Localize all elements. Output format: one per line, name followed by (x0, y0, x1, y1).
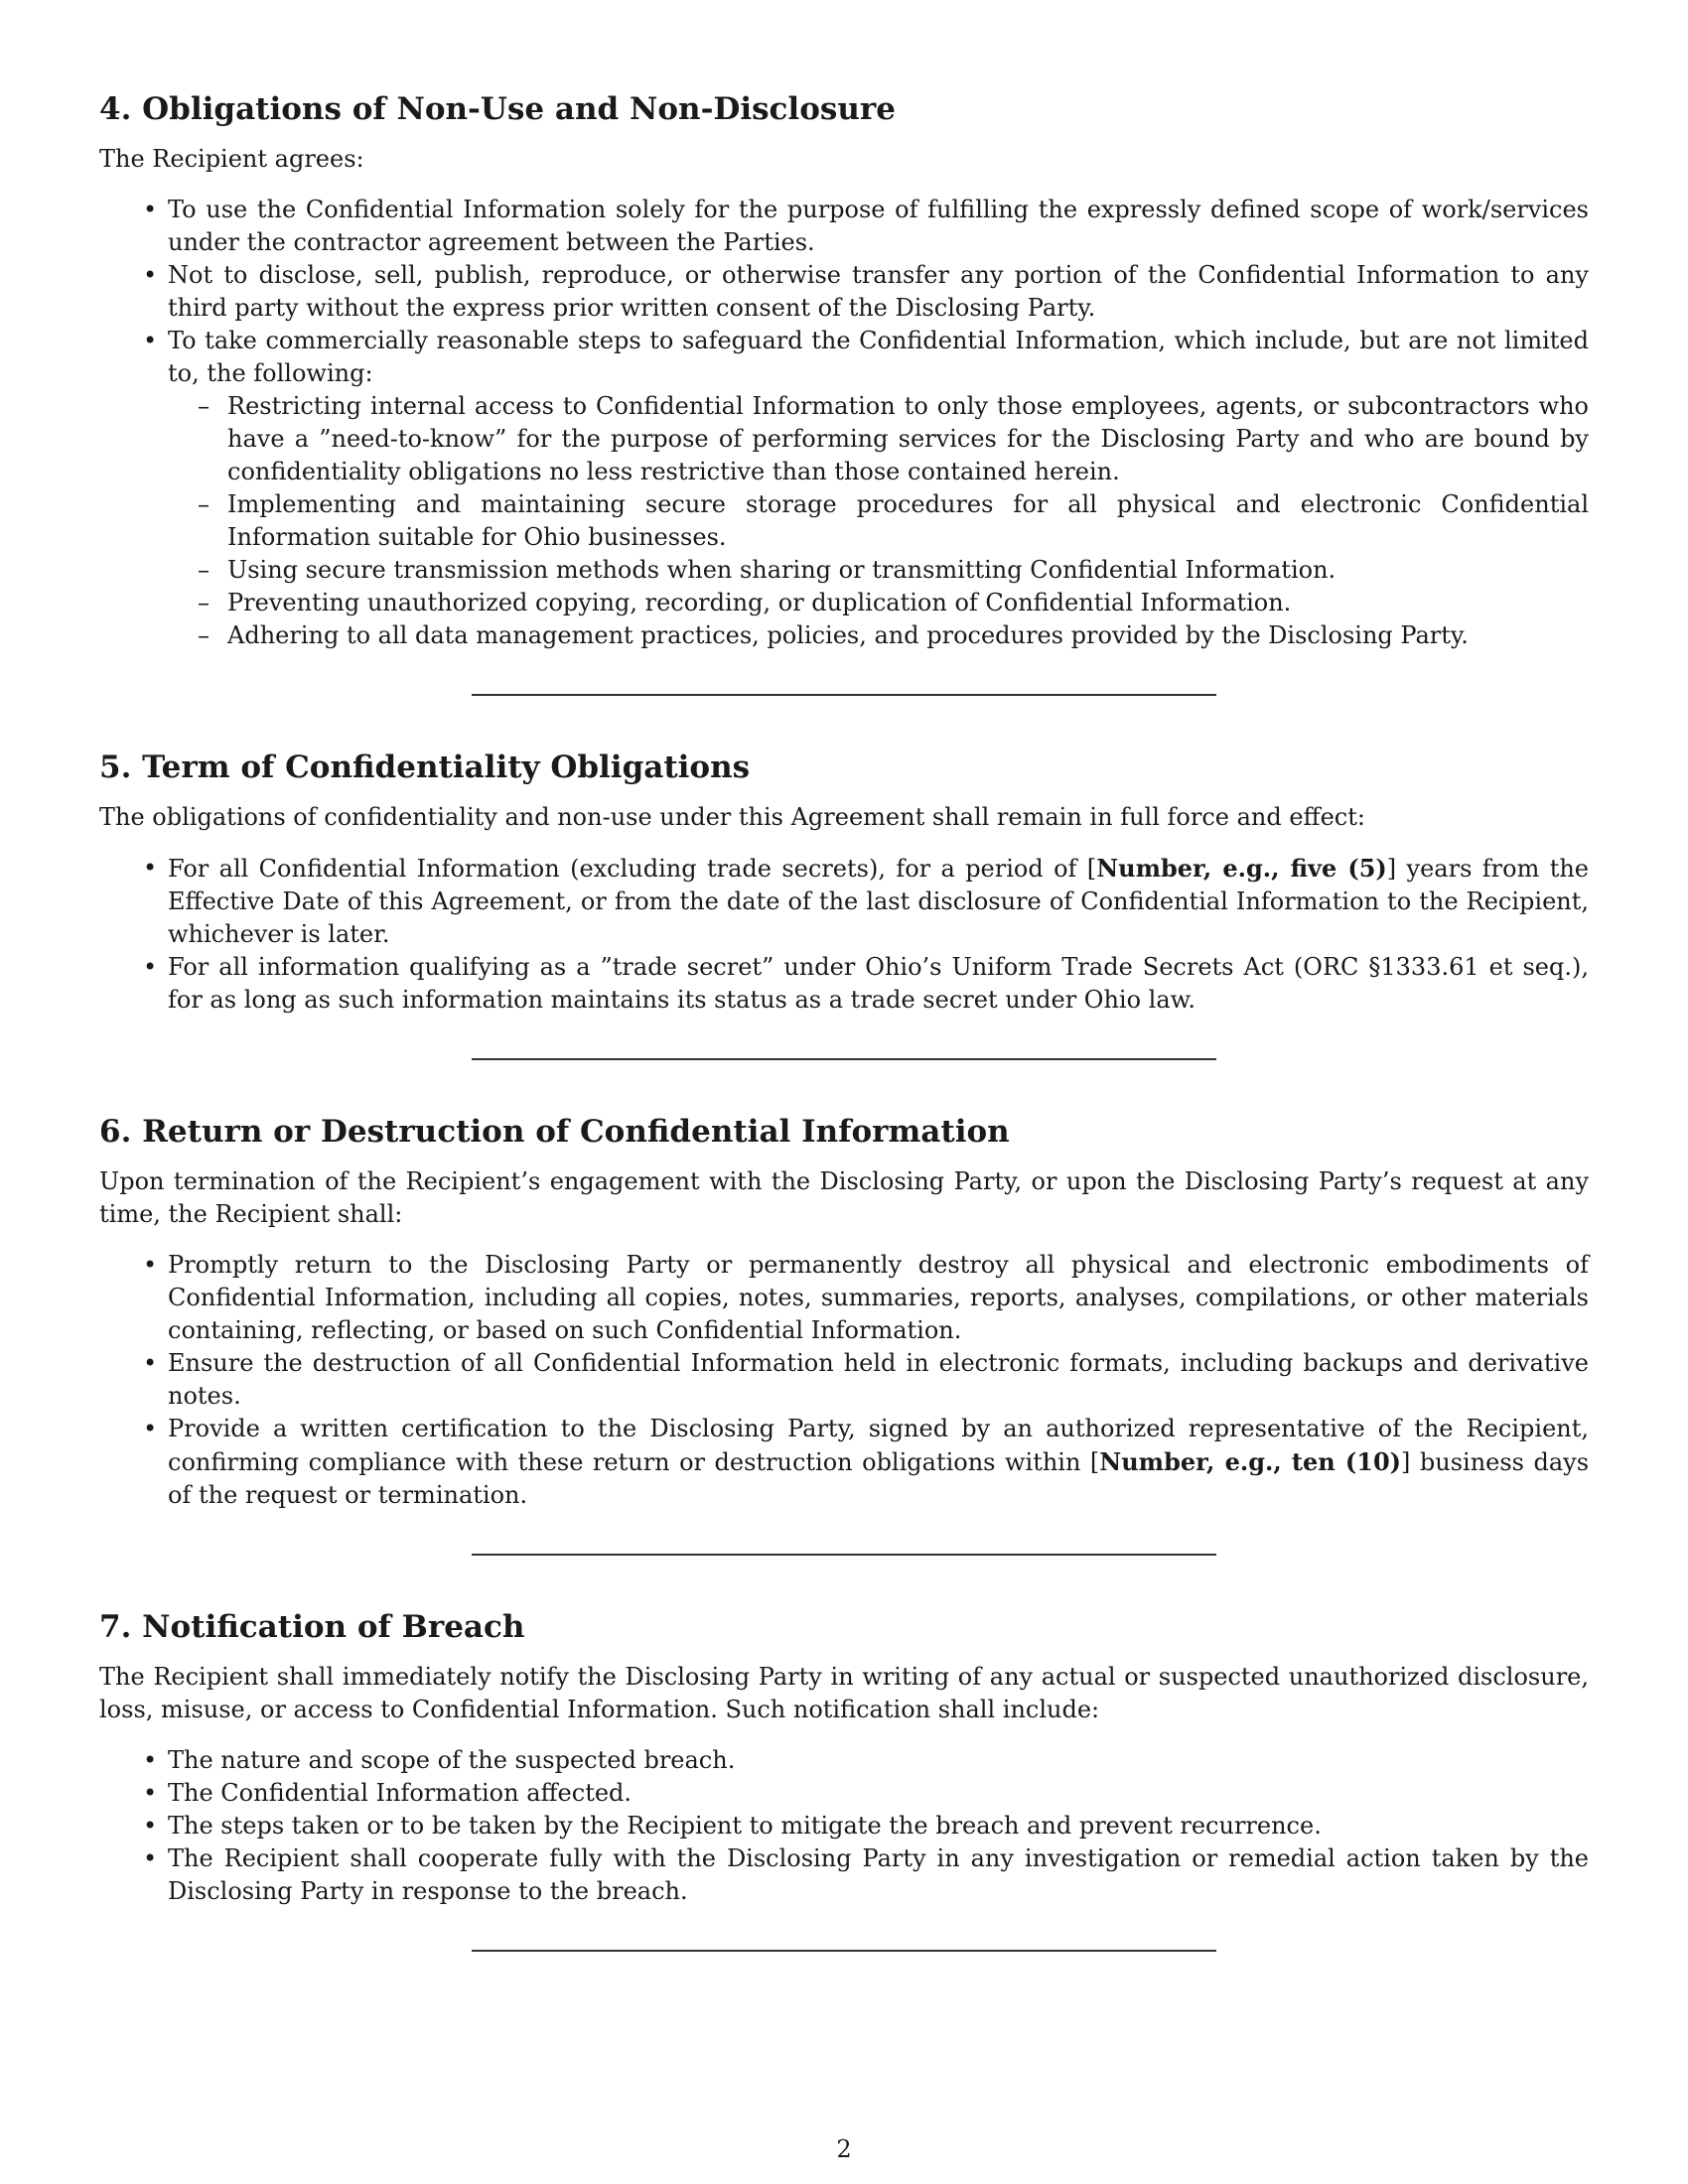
sub-list-item: – Preventing unauthorized copying, recording, or duplication of Confidential Information. (168, 587, 1589, 619)
bullet-list (99, 194, 1589, 652)
section-7 (99, 1607, 1589, 1952)
bullet-icon: • (143, 953, 158, 981)
bullet-list (99, 852, 1589, 1017)
sub-bullet-list (168, 390, 1589, 652)
bullet-icon: • (143, 1349, 158, 1377)
section-5 (99, 748, 1589, 1060)
document-page (99, 89, 1589, 1952)
dash-icon: – (198, 392, 210, 420)
bullet-icon: • (143, 1844, 158, 1872)
list-item: • For all information qualifying as a ”trade secret” under Ohio’s Uniform Trade Secrets Act (ORC §1333.61 et seq.), for as long as such information maintains its status as a trade secret under Ohio law. (143, 953, 1589, 1014)
sub-list-item: – Restricting internal access to Confidential Information to only those employees, agents, or subcontractors who have a ”need-to-know” for the purpose of performing services for the Disclosing Party and who are bound by confidentiality obligations no less restrictive than those contained herein. (198, 392, 1589, 485)
section-4 (99, 89, 1589, 696)
section-title: 6. Return or Destruction of Confidential Information (99, 1114, 1010, 1150)
section-title: 7. Notification of Breach (99, 1609, 525, 1645)
bullet-icon: • (143, 261, 158, 289)
bullet-list (99, 1249, 1589, 1512)
list-item: • Not to disclose, sell, publish, reproduce, or otherwise transfer any portion of the Confidential Information to any third party without the express prior written consent of the Disclosing Party. (143, 261, 1589, 322)
placeholder-days: Number, e.g., ten (10) (1099, 1447, 1402, 1476)
dash-icon: – (198, 556, 210, 584)
sub-list-item: – Adhering to all data management practices, policies, and procedures provided by the Disclosing Party. (168, 619, 1589, 652)
bullet-icon: • (143, 1251, 158, 1279)
bullet-icon: • (143, 1779, 158, 1807)
sub-list-item: – Using secure transmission methods when sharing or transmitting Confidential Information. (168, 554, 1589, 587)
section-title: 5. Term of Confidentiality Obligations (99, 750, 751, 785)
placeholder-term: Number, e.g., five (5) (1096, 854, 1387, 883)
list-item: • To use the Confidential Information solely for the purpose of fulfilling the expressly defined scope of work/services under the contractor agreement between the Parties. (143, 196, 1589, 256)
list-item: • The Recipient shall cooperate fully with the Disclosing Party in any investigation or remedial action taken by the Disclosing Party in response to the breach. (143, 1844, 1589, 1905)
section-intro: Upon termination of the Recipient’s engagement with the Disclosing Party, or upon the Disclosing Party’s request at any time, the Recipient shall: (99, 1167, 1589, 1228)
bullet-icon: • (143, 327, 158, 354)
dash-icon: – (198, 621, 210, 649)
list-item: • To take commercially reasonable steps to safeguard the Confidential Information, which include, but are not limited to, the following: – Restricting internal access to Confidential Information to only those employees, agents, or subcontractors who have a ”need-to-know” for the purpose of performing services for the Disclosing Party and who are bound by confidentiality obligations no less restrictive than those contained herein. – Implementing and maintaining secure storage procedures for all physical and electronic Confidential Information suitable for Ohio businesses. – Using secure transmission methods when sharing or transmitting Confidential Information. – Preventing unauthorized copying, recording, or duplication of Confidential Information. – Adhering to all data management practices, policies, and procedures provided by the Disclosing Party. (99, 325, 1589, 652)
bullet-icon: • (143, 1812, 158, 1840)
list-item: • Provide a written certification to the Disclosing Party, signed by an authorized representative of the Recipient, confirming compliance with these return or destruction obligations within [Number, e.g., ten (10)] business days of the request or termination. (143, 1415, 1590, 1509)
list-item: • The nature and scope of the suspected breach. (99, 1744, 1589, 1777)
section-6 (99, 1112, 1589, 1556)
bullet-list (99, 1744, 1589, 1908)
list-item: • Promptly return to the Disclosing Party or permanently destroy all physical and electronic embodiments of Confidential Information, including all copies, notes, summaries, reports, analyses, compilations, or other materials containing, reflecting, or based on such Confidential Information. (143, 1251, 1589, 1344)
dash-icon: – (198, 490, 210, 518)
list-item: • The steps taken or to be taken by the Recipient to mitigate the breach and prevent recurrence. (99, 1810, 1589, 1843)
section-intro: The obligations of confidentiality and non-use under this Agreement shall remain in full force and effect: (99, 803, 1365, 831)
bullet-icon: • (143, 196, 158, 223)
bullet-icon: • (143, 1415, 158, 1442)
section-title: 4. Obligations of Non-Use and Non-Disclosure (99, 91, 896, 127)
section-divider (472, 1950, 1216, 1952)
bullet-icon: • (143, 1746, 158, 1774)
list-item: • For all Confidential Information (excluding trade secrets), for a period of [Number, e.g., five (5)] years from the Effective Date of this Agreement, or from the date of the last disclosure of Confidential Information to the Recipient, whichever is later. (143, 854, 1590, 948)
list-item: • Ensure the destruction of all Confidential Information held in electronic formats, including backups and derivative notes. (143, 1349, 1589, 1410)
page-number: 2 (836, 2135, 852, 2163)
list-item: • The Confidential Information affected. (99, 1777, 1589, 1810)
bullet-icon: • (143, 854, 158, 882)
sub-list-item: – Implementing and maintaining secure storage procedures for all physical and electronic Confidential Information suitable for Ohio businesses. (198, 490, 1589, 551)
section-intro: The Recipient shall immediately notify the Disclosing Party in writing of any actual or suspected unauthorized disclosure, loss, misuse, or access to Confidential Information. Such notification shall include: (99, 1663, 1589, 1723)
dash-icon: – (198, 589, 210, 616)
section-intro: The Recipient agrees: (99, 145, 364, 173)
